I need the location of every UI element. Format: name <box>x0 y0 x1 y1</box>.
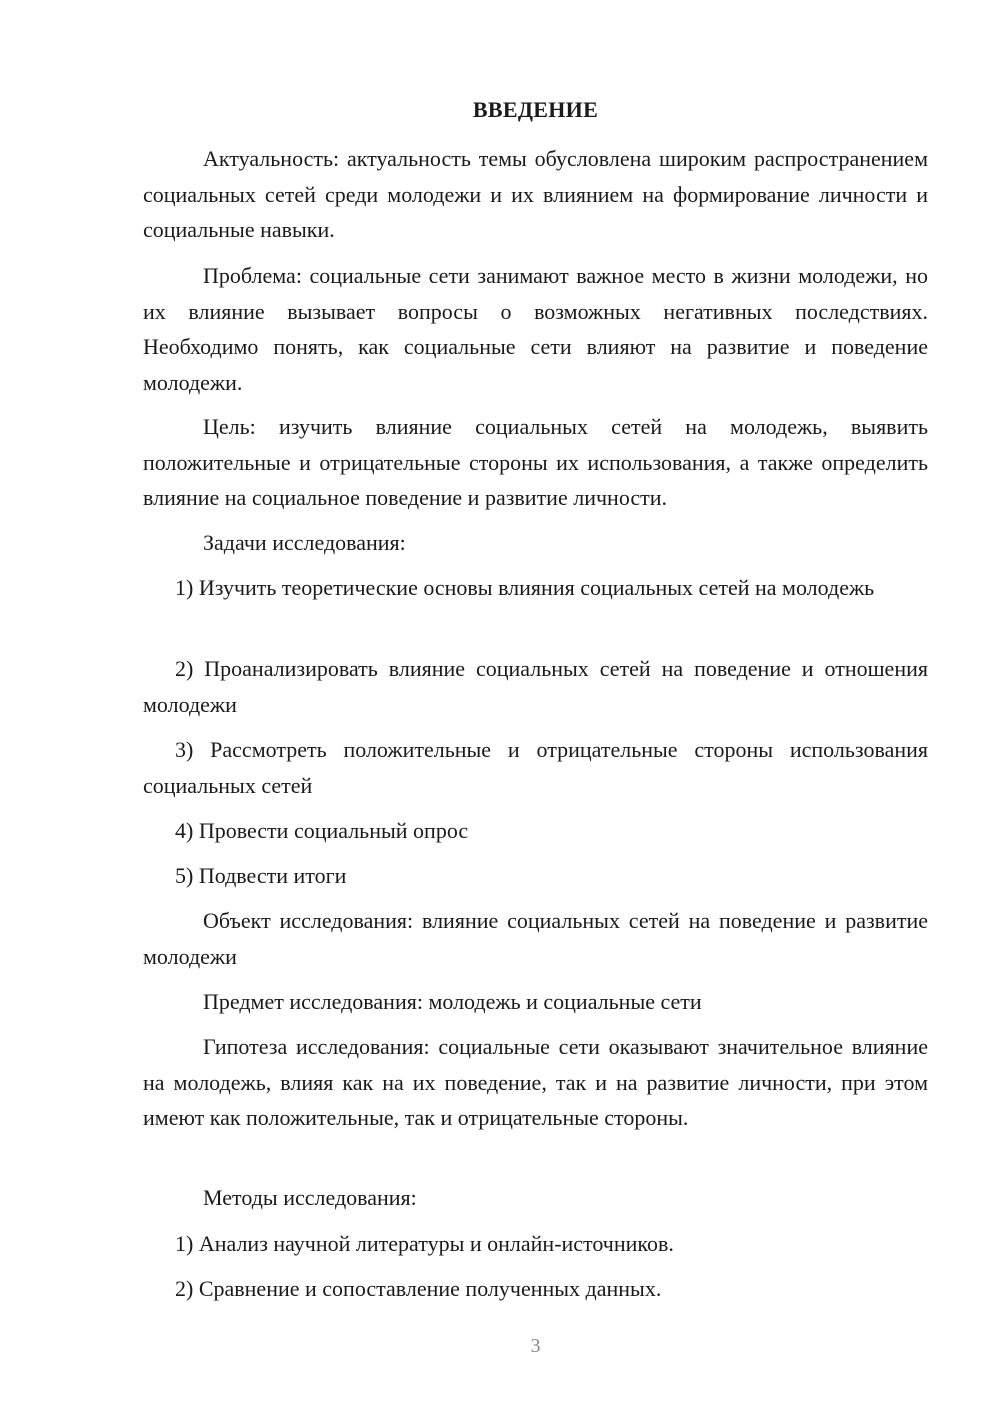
method-item-1: 1) Анализ научной литературы и онлайн-источников. <box>175 1231 674 1256</box>
paragraph-object: Объект исследования: влияние социальных сетей на поведение и развитие молодежи <box>143 908 928 969</box>
paragraph-relevance: Актуальность: актуальность темы обусловлена широким распространением социальных сетей среди молодежи и их влиянием на формирование личности и социальные навыки. <box>143 146 928 242</box>
document-page <box>143 0 928 1414</box>
task-item-2: 2) Проанализировать влияние социальных сетей на поведение и отношения молодежи <box>143 656 928 717</box>
paragraph-methods-heading: Методы исследования: <box>203 1185 417 1210</box>
method-item-2: 2) Сравнение и сопоставление полученных данных. <box>175 1276 662 1301</box>
task-item-5: 5) Подвести итоги <box>175 863 347 888</box>
page-title: ВВЕДЕНИЕ <box>472 97 599 122</box>
task-item-1: 1) Изучить теоретические основы влияния социальных сетей на молодежь <box>175 575 875 600</box>
task-item-3: 3) Рассмотреть положительные и отрицательные стороны использования социальных сетей <box>143 737 928 798</box>
paragraph-problem: Проблема: социальные сети занимают важное место в жизни молодежи, но их влияние вызывает вопросы о возможных негативных последствиях. Необходимо понять, как социальные сети влияют на развитие и поведение молодежи. <box>143 263 928 395</box>
paragraph-subject: Предмет исследования: молодежь и социальные сети <box>203 989 702 1014</box>
paragraph-hypothesis: Гипотеза исследования: социальные сети оказывают значительное влияние на молодежь, влияя как на их поведение, так и на развитие личности, при этом имеют как положительные, так и отрицательные стороны. <box>143 1034 928 1130</box>
page-number: 3 <box>530 1335 541 1357</box>
task-item-4: 4) Провести социальный опрос <box>175 818 469 843</box>
paragraph-goal: Цель: изучить влияние социальных сетей на молодежь, выявить положительные и отрицательные стороны их использования, а также определить влияние на социальное поведение и развитие личности. <box>143 414 928 510</box>
paragraph-tasks-heading: Задачи исследования: <box>203 530 406 555</box>
